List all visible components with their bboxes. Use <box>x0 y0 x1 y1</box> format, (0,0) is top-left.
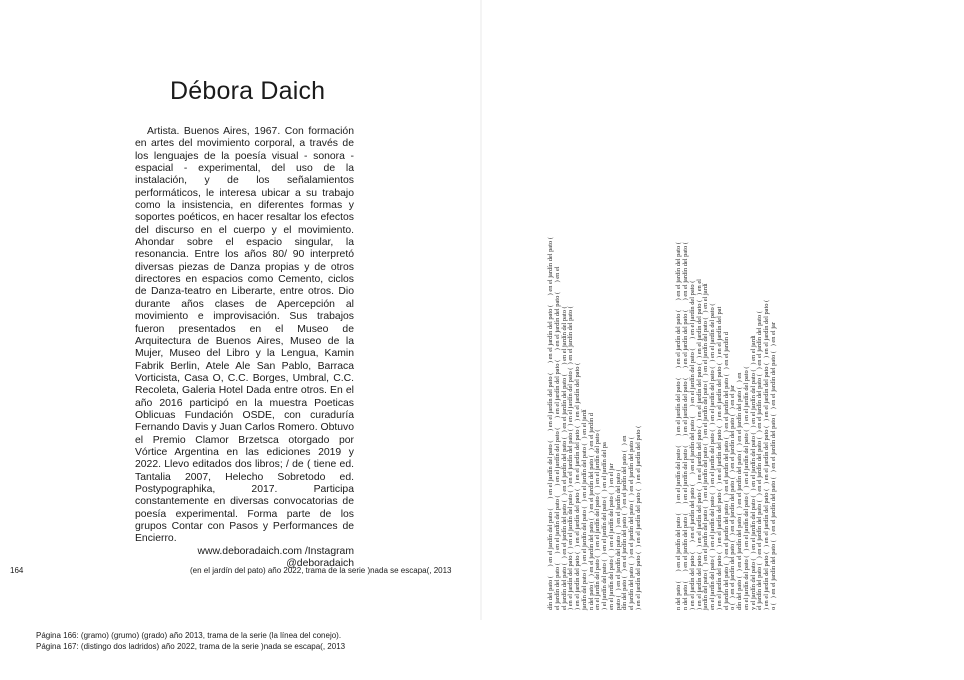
page-notes <box>36 630 345 652</box>
poem-gap <box>643 50 650 610</box>
poem-line: dín del pato ( ) en el jardín del pato ( ) en el jardín del pato ( ) en <box>621 435 629 610</box>
page-number: 164 <box>10 566 24 575</box>
poem-line: el jardín del pato ( ) en el jardín del pato ( ) en el jardín del pato ( ) en el jardín del pato ( ) en el jardín del pato ( ) en el <box>553 266 561 610</box>
poem-line: el jardín del pato ( ) en el jardín del pato ( ) en el jardín del pato ( ) en el jardín del pato ( ) en el jardín del pato ( <box>560 306 568 610</box>
note-page-166: Página 166: (gramo) (grumo) (grado) año 2013, trama de la serie (la línea del conejo). <box>36 631 342 640</box>
poem-line: ) en el jardín del pato ( ) en el jardín del pato ( ) en el jardín del pato ( ) en el jardín del pato ( ) en el jardín del pato ( <box>763 299 770 610</box>
poem-gap <box>656 50 663 610</box>
poem-line: en el jardín del pato ( ) en el jardín del pato ( ) en el jardín del pato ( ) en el jardín del pato ( <box>742 366 750 610</box>
poem-line: jardín del pato ( ) en el jardín del pato ( ) en el jardín del pato ( ) en el jardín del pato ( ) en el jardín del pato ( ) en el jardí <box>702 283 710 610</box>
poem-line: n del pato ( ) en el jardín del pato ( ) en el jardín del pato ( ) en el jardín del pato ( ) en el jardín del pato ( ) en el jardín del pato ( <box>682 242 689 610</box>
artist-links: www.deboradaich.com /Instagram @deboradaich <box>197 545 354 570</box>
visual-poem <box>548 50 868 620</box>
poem-line: dín del pato ( ) en el jardín del pato ( ) en el jardín del pato ( ) en el jardín del pato ( ) en el jardín del pato ( ) en el jardín del pato ( <box>547 237 554 610</box>
poem-line: n del pato ( ) en el jardín del pato ( ) en el jardín del pato ( ) en el jardín del pato ( ) en el jardín del pato ( ) en el jardín del pato ( <box>675 242 683 610</box>
poem-line: en el jardín del pato ( ) en el jardín del pato ( ) en el jardín del pato ( <box>594 429 602 610</box>
poem-line: ) en el jardín del pato ( ) en el jardín del pato ( ) en el jardín del pato ( ) en el jardín del pato ( ) en el jardín del pato ( ) en el <box>695 279 703 610</box>
poem-line: pato ( ) en el jardín del pato ( ) en el jardín del pato ( <box>614 469 622 610</box>
artist-bio <box>135 126 354 570</box>
poem-line: en el jardín del pato ( ) en el jardín del pato ( ) en el jar <box>607 463 615 610</box>
poem-line: y el jardín del pato ( ) en el jardín del pato ( ) en el jardín del pato ( ) en el jardín del pato ( ) en el jardi <box>749 335 757 610</box>
left-page <box>0 0 480 620</box>
poem-line: ) en el jardín del pato ( ) en el jardín del pato ( ) en el jardín del pato ( ) en el jardín del pato ( <box>574 362 581 610</box>
poem-line: o ( ) en el jardín del pato ( ) en el jardín del pato ( ) en el jardín del pato ( ) en el jardín del pato ( ) en el jar <box>769 322 777 610</box>
poem-line: en el jardín del pato ( ) en el jardín del pato ( ) en el jardín del pato ( ) en el jardín del pato ( ) en el jardín del pato ( <box>709 303 716 610</box>
poem-line: o ( ) en el jardín del pato ( ) en el jardín del pato ( ) en el jardín del pato ( ) en el jar <box>729 384 737 610</box>
poem-line: dín del pato ( ) en el jardín del pato ( ) en el jardín del pato ( ) en el jardín del pato ( ) en <box>736 372 743 610</box>
poem-line: n del pato ( ) en el jardín del pato ( ) en el jardín del pato ( ) en el jardín d <box>587 413 595 610</box>
artist-name: Débora Daich <box>170 77 326 105</box>
poem-line: ) en el jardín del pato ( ) en el jardín del pato ( ) en el jardín del pato ( ) en el jardín del pato ( ) en el jardín del pato ( <box>688 280 696 610</box>
poem-gap <box>663 50 670 610</box>
poem-line: el jardín del pato ( ) en el jardín del pato ( ) en el jardín del pato ( <box>628 437 635 610</box>
poem-line: ) en el jardín del pato ( ) en el jardín del pato ( ) en el jardín del pato ( ) en el jardín del pato ( ) en el jardín del pat <box>715 306 723 610</box>
visual-poem-text <box>548 50 858 610</box>
poem-line: ) el jardín del pato ( ) en el jardín del pato ( ) en el jardín del pa <box>601 442 608 610</box>
artwork-caption: (en el jardín del pato) año 2022, trama de la serie )nada se escapa(, 2013 <box>190 566 452 575</box>
poem-gap <box>649 50 656 610</box>
poem-line: ) en el jardín del pato ( ) en el jardín del pato ( ) en el jardín del pato ( <box>634 425 642 610</box>
bio-text: Artista. Buenos Aires, 1967. Con formación en artes del movimiento corporal, a través de los lenguajes de la poesía visual - sonora - espacial - experimental, del uso de la instalación, y de los señalamientos performáticos, le interesa ubicar a su trabajo como la insistencia, en diferentes formas y soportes poéticos, en hacer resaltar los efectos del discurso en el cuerpo y el movimiento. Ahondar sobre el espacio singular, la resonancia. Entre los años 80/ 90 interpretó diversas piezas de Danza propias y de otros directores en espacios como Cemento, ciclos de Danza-teatro en Liberarte, entre otros. Dio durante años clases de Apercepción al movimiento e improvisación. Sus trabajos fueron presentados en el Museo de Arquitectura de Buenos Aires, Museo de la Mujer, Museo del Libro y la Lengua, Kamin Fabrik Berlin, Atele Ale San Pablo, Barraca Vorticista, Casa O, C.C. Borges, Umbral, C.C. Recoleta, Galeria Hotel Dada entre otros. En el año 2016 participó en la muestra Poeticas Oblicuas Fundación OSDE, con curaduría Fernando Davis y Juan Carlos Romero. Obtuvo el Premio Clamor Brzetsca otorgado por Vórtice Argentina en las ediciones 2019 y 2022. Llevo editados dos libros; / de ( tiene ed. Tantalia 2007, Helecho Sobretodo ed. Postypographika, 2017. Participa constantemente en diversas convocatorias de poesía experimental. Forma parte de los grupos Contar con Pasos y Performances de Encierro. <box>135 126 354 545</box>
poem-line: el jardín del pato ( ) en el jardín del pato ( ) en el jardín del pato ( ) en el jardín del pato ( ) en el jardín del pato ( <box>756 311 764 610</box>
poem-line: jardín del pato ( ) en el jardín del pato ( ) en el jardín del pato ( ) en el jardí <box>580 409 588 610</box>
note-page-167: Página 167: (distingo dos ladridos) año 2022, trama de la serie )nada se escapa(, 2013 <box>36 642 346 651</box>
poem-line: ) en el jardín del pato ( ) en el jardín del pato ( ) en el jardín del pato ( ) en el jardín del pato ( ) en el jardín del pato ( <box>567 306 575 610</box>
poem-line: el jardín del pato ( ) en el jardín del pato ( ) en el jardín del pato ( ) en el jardín del pato ( ) en el jardín d <box>722 332 730 610</box>
